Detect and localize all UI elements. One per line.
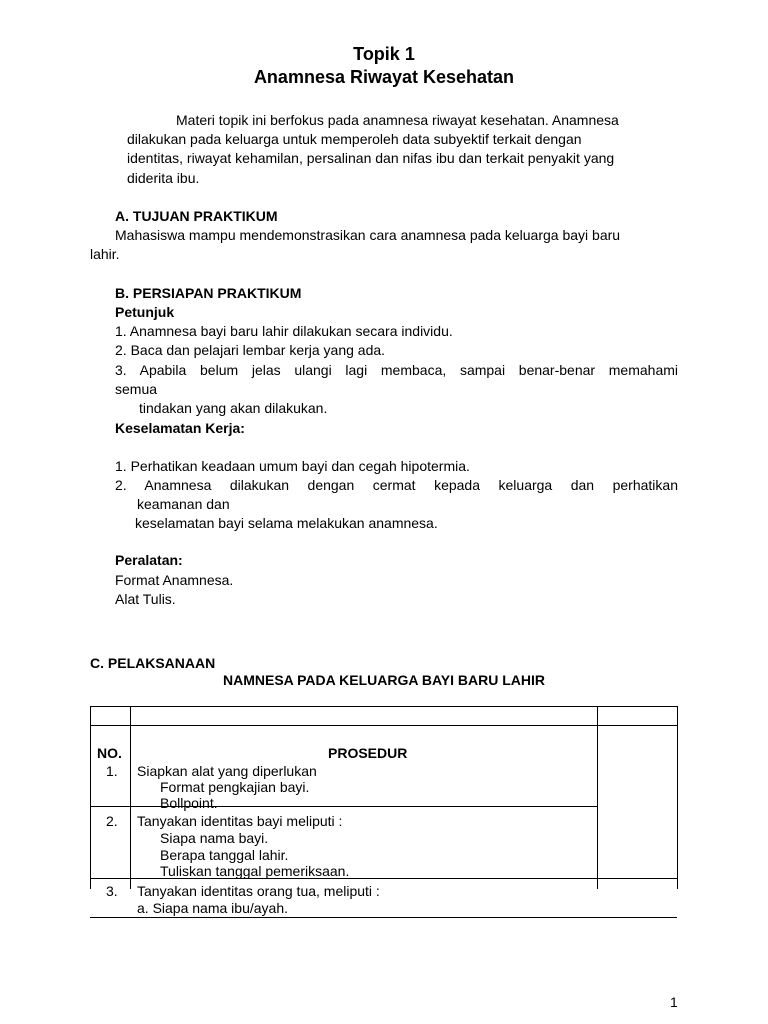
petunjuk-item: 3. Apabila belum jelas ulangi lagi membaca, sampai benar-benar memahami [115, 362, 678, 378]
table-row-text: Tanyakan identitas bayi meliputi : [137, 813, 343, 829]
petunjuk-item-cont: semua [115, 381, 158, 397]
table-border-left [90, 706, 91, 889]
petunjuk-item-cont: tindakan yang akan dilakukan. [139, 400, 328, 416]
table-row-item: a. Siapa nama ibu/ayah. [137, 900, 288, 916]
petunjuk-label: Petunjuk [115, 304, 175, 320]
table-row-item: Format pengkajian bayi. [160, 779, 310, 795]
table-col-divider [597, 706, 598, 889]
table-row-item: Bollpoint. [160, 795, 218, 811]
table-row-text: Siapkan alat yang diperlukan [137, 763, 317, 779]
page-subtitle: Anamnesa Riwayat Kesehatan [253, 67, 515, 87]
table-row-no: 3. [106, 883, 118, 899]
section-c-heading: C. PELAKSANAAN [90, 655, 216, 671]
section-a-text: lahir. [90, 246, 120, 262]
peralatan-item: Alat Tulis. [115, 591, 176, 607]
page-title: Topik 1 [353, 44, 415, 64]
section-a-heading: A. TUJUAN PRAKTIKUM [115, 208, 278, 224]
petunjuk-item: 2. Baca dan pelajari lembar kerja yang ada. [115, 342, 386, 358]
intro-line: dilakukan pada keluarga untuk memperoleh data subyektif terkait dengan [127, 131, 582, 147]
keselamatan-item-cont: keselamatan bayi selama melakukan anamnesa. [135, 515, 438, 531]
table-row-no: 1. [106, 763, 118, 779]
intro-line: identitas, riwayat kehamilan, persalinan dan nifas ibu dan terkait penyakit yang [127, 150, 615, 166]
keselamatan-item: 2. Anamnesa dilakukan dengan cermat kepada keluarga dan perhatikan [115, 477, 678, 493]
table-border-top [90, 706, 677, 707]
keselamatan-label: Keselamatan Kerja: [115, 420, 245, 436]
table-row-item: Tuliskan tanggal pemeriksaan. [160, 863, 350, 879]
table-col-divider [130, 706, 131, 889]
intro-line: diderita ibu. [127, 170, 200, 186]
table-row-item: Siapa nama bayi. [160, 830, 269, 846]
page-number: 1 [670, 994, 678, 1010]
table-divider [90, 725, 677, 726]
table-row-text: Tanyakan identitas orang tua, meliputi : [137, 883, 380, 899]
procedure-table [90, 706, 678, 918]
table-row-item: Berapa tanggal lahir. [160, 847, 289, 863]
section-a-text: Mahasiswa mampu mendemonstrasikan cara anamnesa pada keluarga bayi baru [115, 227, 621, 243]
table-border-bottom [90, 917, 677, 918]
peralatan-item: Format Anamnesa. [115, 572, 234, 588]
intro-line: Materi topik ini berfokus pada anamnesa riwayat kesehatan. Anamnesa [176, 112, 619, 128]
table-header-no: NO. [97, 745, 122, 761]
peralatan-label: Peralatan: [115, 552, 183, 568]
section-b-heading: B. PERSIAPAN PRAKTIKUM [115, 285, 302, 301]
table-border-right [677, 706, 678, 889]
table-header-prosedur: PROSEDUR [328, 745, 408, 761]
keselamatan-item-cont: keamanan dan [137, 496, 230, 512]
petunjuk-item: 1. Anamnesa bayi baru lahir dilakukan secara individu. [115, 323, 453, 339]
table-row-no: 2. [106, 813, 118, 829]
section-c-subheading: NAMNESA PADA KELUARGA BAYI BARU LAHIR [222, 672, 545, 688]
keselamatan-item: 1. Perhatikan keadaan umum bayi dan cegah hipotermia. [115, 458, 470, 474]
